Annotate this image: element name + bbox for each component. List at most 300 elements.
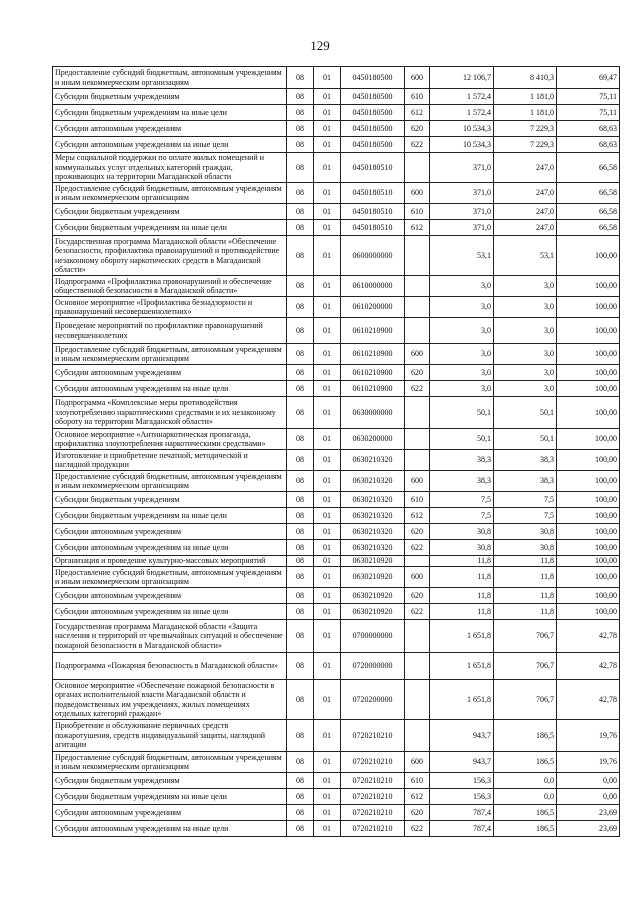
expense-type-code <box>405 680 430 720</box>
subsection-code: 01 <box>314 556 341 567</box>
subsection-code: 01 <box>314 153 341 183</box>
execution-percent: 23,69 <box>557 821 620 837</box>
row-name: Подпрограмма «Пожарная безопасность в Магаданской области» <box>53 653 287 680</box>
expense-type-code: 622 <box>405 604 430 620</box>
section-code: 08 <box>287 508 314 524</box>
actual-amount: 11,8 <box>494 567 557 588</box>
expense-type-code <box>405 620 430 653</box>
expense-type-code <box>405 318 430 344</box>
execution-percent: 66,58 <box>557 183 620 204</box>
target-article-code: 0720210210 <box>341 773 405 789</box>
row-name: Субсидии автономным учреждениям <box>53 365 287 381</box>
actual-amount: 706,7 <box>494 680 557 720</box>
section-code: 08 <box>287 540 314 556</box>
section-code: 08 <box>287 805 314 821</box>
execution-percent: 75,11 <box>557 89 620 105</box>
subsection-code: 01 <box>314 220 341 236</box>
subsection-code: 01 <box>314 653 341 680</box>
planned-amount: 7,5 <box>430 492 494 508</box>
planned-amount: 30,8 <box>430 540 494 556</box>
target-article-code: 0450180500 <box>341 137 405 153</box>
row-name: Субсидии бюджетным учреждениям на иные цели <box>53 105 287 121</box>
table-row <box>53 105 620 121</box>
expense-type-code: 612 <box>405 105 430 121</box>
actual-amount: 11,8 <box>494 588 557 604</box>
section-code: 08 <box>287 121 314 137</box>
target-article-code: 0630210320 <box>341 450 405 471</box>
section-code: 08 <box>287 653 314 680</box>
subsection-code: 01 <box>314 620 341 653</box>
execution-percent: 66,58 <box>557 153 620 183</box>
actual-amount: 186,5 <box>494 805 557 821</box>
planned-amount: 11,8 <box>430 604 494 620</box>
actual-amount: 0,0 <box>494 789 557 805</box>
row-name: Предоставление субсидий бюджетным, автономным учреждениям и иным некоммерческим организациям <box>53 183 287 204</box>
target-article-code: 0610210900 <box>341 344 405 365</box>
subsection-code: 01 <box>314 471 341 492</box>
row-name: Основное мероприятие «Антинаркотическая пропаганда, профилактика злоупотребления наркотическими средствами» <box>53 429 287 450</box>
table-row <box>53 720 620 752</box>
planned-amount: 53,1 <box>430 236 494 276</box>
row-name: Субсидии автономным учреждениям на иные цели <box>53 381 287 397</box>
planned-amount: 30,8 <box>430 524 494 540</box>
table-row <box>53 567 620 588</box>
target-article-code: 0600000000 <box>341 236 405 276</box>
table-row <box>53 397 620 429</box>
row-name: Субсидии бюджетным учреждениям <box>53 204 287 220</box>
planned-amount: 3,0 <box>430 297 494 318</box>
planned-amount: 3,0 <box>430 318 494 344</box>
actual-amount: 7 229,3 <box>494 121 557 137</box>
subsection-code: 01 <box>314 183 341 204</box>
expense-type-code <box>405 236 430 276</box>
expense-type-code: 600 <box>405 344 430 365</box>
expense-type-code <box>405 720 430 752</box>
section-code: 08 <box>287 789 314 805</box>
page-number: 129 <box>310 38 330 53</box>
target-article-code: 0630210920 <box>341 588 405 604</box>
execution-percent: 100,00 <box>557 567 620 588</box>
section-code: 08 <box>287 567 314 588</box>
subsection-code: 01 <box>314 752 341 773</box>
planned-amount: 38,3 <box>430 450 494 471</box>
row-name: Субсидии автономным учреждениям <box>53 121 287 137</box>
target-article-code: 0450180510 <box>341 183 405 204</box>
actual-amount: 3,0 <box>494 297 557 318</box>
planned-amount: 10 534,3 <box>430 137 494 153</box>
target-article-code: 0610000000 <box>341 276 405 297</box>
row-name: Субсидии автономным учреждениям на иные цели <box>53 540 287 556</box>
row-name: Субсидии бюджетным учреждениям на иные цели <box>53 508 287 524</box>
row-name: Подпрограмма «Профилактика правонарушений и обеспечение общественной безопасности в Магаданской области» <box>53 276 287 297</box>
execution-percent: 100,00 <box>557 318 620 344</box>
expense-type-code: 612 <box>405 508 430 524</box>
table-row <box>53 204 620 220</box>
table-row <box>53 556 620 567</box>
target-article-code: 0630210920 <box>341 604 405 620</box>
execution-percent: 19,76 <box>557 720 620 752</box>
row-name: Организация и проведение культурно-массовых мероприятий <box>53 556 287 567</box>
row-name: Основное мероприятие «Обеспечение пожарной безопасности в органах исполнительной власти Магаданской области и подведомственных им учреждениях, жилых помещениях отдельных категорий граждан» <box>53 680 287 720</box>
expense-type-code <box>405 653 430 680</box>
table-row <box>53 588 620 604</box>
table-row <box>53 137 620 153</box>
section-code: 08 <box>287 604 314 620</box>
target-article-code: 0720210210 <box>341 821 405 837</box>
execution-percent: 100,00 <box>557 344 620 365</box>
target-article-code: 0630210320 <box>341 492 405 508</box>
subsection-code: 01 <box>314 604 341 620</box>
actual-amount: 247,0 <box>494 153 557 183</box>
target-article-code: 0630210920 <box>341 556 405 567</box>
subsection-code: 01 <box>314 67 341 89</box>
section-code: 08 <box>287 276 314 297</box>
subsection-code: 01 <box>314 540 341 556</box>
expense-type-code: 610 <box>405 492 430 508</box>
subsection-code: 01 <box>314 381 341 397</box>
actual-amount: 53,1 <box>494 236 557 276</box>
planned-amount: 12 106,7 <box>430 67 494 89</box>
target-article-code: 0700000000 <box>341 620 405 653</box>
execution-percent: 100,00 <box>557 276 620 297</box>
section-code: 08 <box>287 720 314 752</box>
execution-percent: 100,00 <box>557 397 620 429</box>
section-code: 08 <box>287 620 314 653</box>
execution-percent: 100,00 <box>557 492 620 508</box>
planned-amount: 943,7 <box>430 752 494 773</box>
subsection-code: 01 <box>314 137 341 153</box>
execution-percent: 100,00 <box>557 429 620 450</box>
expense-type-code: 620 <box>405 524 430 540</box>
row-name: Приобретение и обслуживание первичных средств пожаротушения, средств индивидуальной защиты, наглядной агитации <box>53 720 287 752</box>
actual-amount: 706,7 <box>494 653 557 680</box>
section-code: 08 <box>287 297 314 318</box>
execution-percent: 66,58 <box>557 220 620 236</box>
table-row <box>53 450 620 471</box>
planned-amount: 1 651,8 <box>430 653 494 680</box>
target-article-code: 0630000000 <box>341 397 405 429</box>
actual-amount: 30,8 <box>494 540 557 556</box>
planned-amount: 156,3 <box>430 789 494 805</box>
planned-amount: 371,0 <box>430 220 494 236</box>
subsection-code: 01 <box>314 492 341 508</box>
expense-type-code <box>405 397 430 429</box>
table-row <box>53 236 620 276</box>
section-code: 08 <box>287 318 314 344</box>
execution-percent: 100,00 <box>557 524 620 540</box>
section-code: 08 <box>287 680 314 720</box>
section-code: 08 <box>287 220 314 236</box>
subsection-code: 01 <box>314 344 341 365</box>
section-code: 08 <box>287 344 314 365</box>
table-row <box>53 121 620 137</box>
table-row <box>53 471 620 492</box>
execution-percent: 68,63 <box>557 137 620 153</box>
expense-type-code: 620 <box>405 588 430 604</box>
subsection-code: 01 <box>314 89 341 105</box>
execution-percent: 100,00 <box>557 604 620 620</box>
subsection-code: 01 <box>314 397 341 429</box>
row-name: Субсидии бюджетным учреждениям <box>53 492 287 508</box>
target-article-code: 0610210900 <box>341 381 405 397</box>
target-article-code: 0630210320 <box>341 524 405 540</box>
table-row <box>53 183 620 204</box>
row-name: Субсидии автономным учреждениям <box>53 588 287 604</box>
actual-amount: 3,0 <box>494 318 557 344</box>
table-row <box>53 773 620 789</box>
section-code: 08 <box>287 471 314 492</box>
actual-amount: 247,0 <box>494 204 557 220</box>
table-row <box>53 365 620 381</box>
expense-type-code: 620 <box>405 365 430 381</box>
target-article-code: 0630210320 <box>341 508 405 524</box>
section-code: 08 <box>287 153 314 183</box>
execution-percent: 100,00 <box>557 471 620 492</box>
subsection-code: 01 <box>314 508 341 524</box>
subsection-code: 01 <box>314 236 341 276</box>
table-row <box>53 344 620 365</box>
actual-amount: 247,0 <box>494 220 557 236</box>
execution-percent: 100,00 <box>557 540 620 556</box>
target-article-code: 0450180510 <box>341 204 405 220</box>
section-code: 08 <box>287 204 314 220</box>
table-row <box>53 297 620 318</box>
subsection-code: 01 <box>314 524 341 540</box>
planned-amount: 11,8 <box>430 556 494 567</box>
target-article-code: 0450180500 <box>341 105 405 121</box>
actual-amount: 11,8 <box>494 556 557 567</box>
actual-amount: 247,0 <box>494 183 557 204</box>
execution-percent: 68,63 <box>557 121 620 137</box>
table-row <box>53 604 620 620</box>
table-row <box>53 680 620 720</box>
target-article-code: 0630210920 <box>341 567 405 588</box>
planned-amount: 943,7 <box>430 720 494 752</box>
actual-amount: 7 229,3 <box>494 137 557 153</box>
row-name: Основное мероприятие «Профилактика безнадзорности и правонарушений несовершеннолетних» <box>53 297 287 318</box>
execution-percent: 23,69 <box>557 805 620 821</box>
execution-percent: 69,47 <box>557 67 620 89</box>
subsection-code: 01 <box>314 105 341 121</box>
planned-amount: 3,0 <box>430 365 494 381</box>
actual-amount: 3,0 <box>494 276 557 297</box>
planned-amount: 1 572,4 <box>430 105 494 121</box>
table-row <box>53 429 620 450</box>
table-body <box>53 67 620 837</box>
target-article-code: 0610200000 <box>341 297 405 318</box>
actual-amount: 706,7 <box>494 620 557 653</box>
actual-amount: 7,5 <box>494 492 557 508</box>
planned-amount: 371,0 <box>430 183 494 204</box>
section-code: 08 <box>287 137 314 153</box>
subsection-code: 01 <box>314 680 341 720</box>
expense-type-code: 600 <box>405 567 430 588</box>
actual-amount: 1 181,0 <box>494 89 557 105</box>
table-row <box>53 789 620 805</box>
expense-type-code: 600 <box>405 183 430 204</box>
table-row <box>53 153 620 183</box>
row-name: Проведение мероприятий по профилактике правонарушений несовершеннолетних <box>53 318 287 344</box>
target-article-code: 0450180500 <box>341 121 405 137</box>
actual-amount: 3,0 <box>494 344 557 365</box>
target-article-code: 0720210210 <box>341 789 405 805</box>
target-article-code: 0630200000 <box>341 429 405 450</box>
row-name: Субсидии автономным учреждениям <box>53 805 287 821</box>
planned-amount: 3,0 <box>430 344 494 365</box>
actual-amount: 186,5 <box>494 752 557 773</box>
row-name: Предоставление субсидий бюджетным, автономным учреждениям и иным некоммерческим организациям <box>53 67 287 89</box>
table-row <box>53 508 620 524</box>
expense-type-code: 620 <box>405 121 430 137</box>
target-article-code: 0720210210 <box>341 805 405 821</box>
row-name: Предоставление субсидий бюджетным, автономным учреждениям и иным некоммерческим организациям <box>53 471 287 492</box>
section-code: 08 <box>287 105 314 121</box>
expense-type-code <box>405 297 430 318</box>
execution-percent: 19,76 <box>557 752 620 773</box>
execution-percent: 0,00 <box>557 789 620 805</box>
section-code: 08 <box>287 365 314 381</box>
expense-type-code <box>405 450 430 471</box>
actual-amount: 38,3 <box>494 471 557 492</box>
section-code: 08 <box>287 450 314 471</box>
row-name: Субсидии бюджетным учреждениям на иные цели <box>53 789 287 805</box>
target-article-code: 0720210210 <box>341 752 405 773</box>
expense-type-code: 622 <box>405 381 430 397</box>
planned-amount: 50,1 <box>430 429 494 450</box>
section-code: 08 <box>287 183 314 204</box>
table-row <box>53 67 620 89</box>
planned-amount: 371,0 <box>430 153 494 183</box>
execution-percent: 100,00 <box>557 450 620 471</box>
actual-amount: 8 410,3 <box>494 67 557 89</box>
expense-type-code: 612 <box>405 220 430 236</box>
actual-amount: 0,0 <box>494 773 557 789</box>
actual-amount: 11,8 <box>494 604 557 620</box>
target-article-code: 0450180510 <box>341 220 405 236</box>
subsection-code: 01 <box>314 773 341 789</box>
expense-type-code: 622 <box>405 540 430 556</box>
row-name: Предоставление субсидий бюджетным, автономным учреждениям и иным некоммерческим организациям <box>53 752 287 773</box>
execution-percent: 0,00 <box>557 773 620 789</box>
expense-type-code: 620 <box>405 805 430 821</box>
row-name: Предоставление субсидий бюджетным, автономным учреждениям и иным некоммерческим организациям <box>53 567 287 588</box>
planned-amount: 1 651,8 <box>430 620 494 653</box>
execution-percent: 100,00 <box>557 588 620 604</box>
expense-type-code <box>405 556 430 567</box>
execution-percent: 100,00 <box>557 381 620 397</box>
row-name: Подпрограмма «Комплексные меры противодействия злоупотреблению наркотическими средствами и их незаконному обороту на территории Магаданской области» <box>53 397 287 429</box>
planned-amount: 1 651,8 <box>430 680 494 720</box>
subsection-code: 01 <box>314 720 341 752</box>
subsection-code: 01 <box>314 805 341 821</box>
expense-type-code: 610 <box>405 204 430 220</box>
table-row <box>53 653 620 680</box>
execution-percent: 66,58 <box>557 204 620 220</box>
expense-type-code: 610 <box>405 89 430 105</box>
table-row <box>53 318 620 344</box>
planned-amount: 787,4 <box>430 821 494 837</box>
planned-amount: 11,8 <box>430 567 494 588</box>
actual-amount: 3,0 <box>494 381 557 397</box>
table-row <box>53 276 620 297</box>
actual-amount: 38,3 <box>494 450 557 471</box>
subsection-code: 01 <box>314 450 341 471</box>
target-article-code: 0450180500 <box>341 67 405 89</box>
section-code: 08 <box>287 773 314 789</box>
actual-amount: 186,5 <box>494 720 557 752</box>
table-row <box>53 752 620 773</box>
target-article-code: 0720210210 <box>341 720 405 752</box>
planned-amount: 50,1 <box>430 397 494 429</box>
table-row <box>53 381 620 397</box>
actual-amount: 3,0 <box>494 365 557 381</box>
target-article-code: 0720000000 <box>341 653 405 680</box>
planned-amount: 156,3 <box>430 773 494 789</box>
subsection-code: 01 <box>314 365 341 381</box>
target-article-code: 0450180500 <box>341 89 405 105</box>
actual-amount: 7,5 <box>494 508 557 524</box>
subsection-code: 01 <box>314 276 341 297</box>
subsection-code: 01 <box>314 204 341 220</box>
subsection-code: 01 <box>314 121 341 137</box>
row-name: Государственная программа Магаданской области «Обеспечение безопасности, профилактика правонарушений и противодействие незаконному обороту наркотических средств в Магаданской области» <box>53 236 287 276</box>
section-code: 08 <box>287 236 314 276</box>
subsection-code: 01 <box>314 429 341 450</box>
table-row <box>53 89 620 105</box>
table-row <box>53 620 620 653</box>
section-code: 08 <box>287 381 314 397</box>
planned-amount: 3,0 <box>430 276 494 297</box>
target-article-code: 0630210320 <box>341 471 405 492</box>
execution-percent: 100,00 <box>557 365 620 381</box>
row-name: Меры социальной поддержки по оплате жилых помещений и коммунальных услуг отдельных категорий граждан, проживающих на территории Магаданской области <box>53 153 287 183</box>
target-article-code: 0610210900 <box>341 318 405 344</box>
row-name: Субсидии автономным учреждениям на иные цели <box>53 821 287 837</box>
section-code: 08 <box>287 397 314 429</box>
row-name: Субсидии бюджетным учреждениям <box>53 89 287 105</box>
table-row <box>53 220 620 236</box>
row-name: Субсидии автономным учреждениям <box>53 524 287 540</box>
expense-type-code: 610 <box>405 773 430 789</box>
planned-amount: 3,0 <box>430 381 494 397</box>
expense-type-code <box>405 429 430 450</box>
target-article-code: 0720200000 <box>341 680 405 720</box>
section-code: 08 <box>287 821 314 837</box>
table-row <box>53 805 620 821</box>
section-code: 08 <box>287 492 314 508</box>
row-name: Изготовление и приобретение печатной, методической и наглядной продукции <box>53 450 287 471</box>
planned-amount: 7,5 <box>430 508 494 524</box>
expense-type-code: 600 <box>405 471 430 492</box>
section-code: 08 <box>287 67 314 89</box>
subsection-code: 01 <box>314 821 341 837</box>
row-name: Государственная программа Магаданской области «Защита населения и территорий от чрезвычайных ситуаций и обеспечение пожарной безопасности в Магаданской области» <box>53 620 287 653</box>
expense-type-code: 600 <box>405 752 430 773</box>
expense-type-code: 622 <box>405 137 430 153</box>
row-name: Предоставление субсидий бюджетным, автономным учреждениям и иным некоммерческим организациям <box>53 344 287 365</box>
actual-amount: 50,1 <box>494 397 557 429</box>
section-code: 08 <box>287 752 314 773</box>
table-row <box>53 540 620 556</box>
target-article-code: 0610210900 <box>341 365 405 381</box>
row-name: Субсидии бюджетным учреждениям <box>53 773 287 789</box>
execution-percent: 75,11 <box>557 105 620 121</box>
row-name: Субсидии бюджетным учреждениям на иные цели <box>53 220 287 236</box>
execution-percent: 100,00 <box>557 236 620 276</box>
target-article-code: 0450180510 <box>341 153 405 183</box>
budget-table <box>52 66 620 837</box>
planned-amount: 10 534,3 <box>430 121 494 137</box>
